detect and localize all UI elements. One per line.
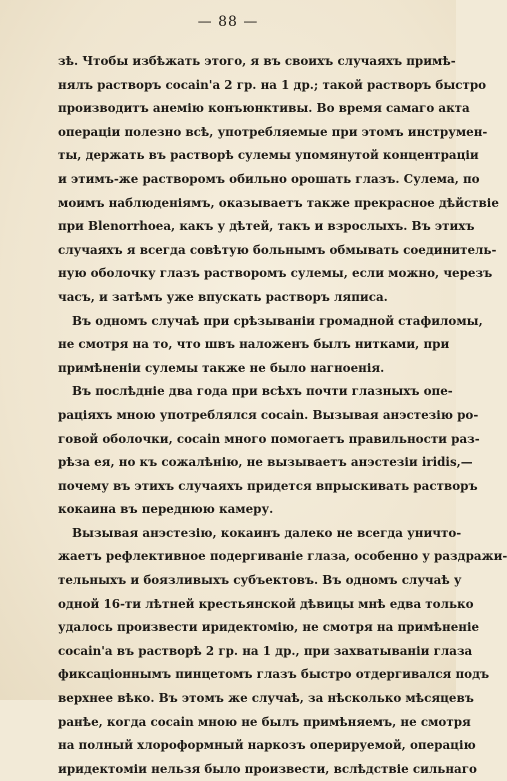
text-line: производитъ анемію конъюнктивы. Во время самаго акта: [58, 101, 470, 116]
text-line: почему въ этихъ случаяхъ придется впрыскивать растворъ: [58, 478, 478, 493]
text-line: одной 16-ти лѣтней крестьянской дѣвицы мнѣ едва только: [58, 596, 474, 611]
text-line: нялъ растворъ cocain'a 2 гр. на 1 др.; такой растворъ быстро: [58, 77, 487, 92]
text-line: операціи полезно всѣ, употребляемые при этомъ инструмен-: [58, 124, 488, 139]
text-line: при Blenorrhoea, какъ у дѣтей, такъ и взрослыхъ. Въ этихъ: [58, 219, 475, 234]
text-line: ранѣе, когда cocain мною не былъ примѣняемъ, не смотря: [58, 714, 471, 729]
text-line: говой оболочки, cocain много помогаетъ правильности раз-: [58, 431, 480, 446]
text-line: моимъ наблюденіямъ, оказываетъ также прекрасное дѣйствіе: [58, 195, 499, 210]
text-line: кокаина въ переднюю камеру.: [58, 502, 274, 517]
text-line: часъ, и затѣмъ уже впускать растворъ ляписа.: [58, 289, 388, 304]
text-line: иридектоміи нельзя было произвести, вслѣдствіе сильнаго: [58, 761, 477, 776]
text-line: верхнее вѣко. Въ этомъ же случаѣ, за нѣсколько мѣсяцевъ: [58, 691, 474, 706]
text-line: Въ одномъ случаѣ при срѣзываніи громадной стафиломы,: [72, 313, 483, 328]
text-line: тельныхъ и боязливыхъ субъектовъ. Въ одномъ случаѣ у: [58, 573, 462, 588]
text-line: ты, держать въ растворѣ сулемы упомянутой концентраціи: [58, 148, 479, 163]
page-number: — 88 —: [197, 14, 259, 30]
text-line: и этимъ-же растворомъ обильно орошать глазъ. Сулема, по: [58, 171, 480, 186]
text-line: примѣненіи сулемы также не было нагноенія.: [58, 360, 385, 375]
text-line: на полный хлороформный наркозъ оперируемой, операцію: [58, 738, 476, 753]
text-line: фиксаціоннымъ пинцетомъ глазъ быстро отдергивался подъ: [58, 667, 490, 682]
text-line: рѣза ея, но къ сожалѣнію, не вызываетъ анэстезіи iridis,—: [58, 455, 473, 470]
text-line: не смотря на то, что швъ наложенъ былъ нитками, при: [58, 337, 450, 352]
text-line: удалось произвести иридектомію, не смотря на примѣненіе: [58, 620, 480, 635]
text-line: зѣ. Чтобы избѣжать этого, я въ своихъ случаяхъ примѣ-: [58, 54, 456, 68]
text-line: Въ послѣдніе два года при всѣхъ почти глазныхъ опе-: [72, 384, 453, 399]
text-line: ную оболочку глазъ растворомъ сулемы, если можно, черезъ: [58, 266, 493, 281]
body-text: [58, 50, 507, 781]
text-line: случаяхъ я всегда совѣтую больнымъ обмывать соединитель-: [58, 242, 497, 257]
text-line: раціяхъ мною употреблялся cocain. Вызывая анэстезію ро-: [58, 407, 479, 422]
text-line: Вызывая анэстезію, кокаинъ далеко не всегда уничто-: [72, 525, 462, 540]
text-line: жаетъ рефлективное подергиваніе глаза, особенно у раздражи-: [58, 549, 507, 564]
text-line: cocain'a въ растворѣ 2 гр. на 1 др., при захватываніи глаза: [58, 643, 473, 658]
